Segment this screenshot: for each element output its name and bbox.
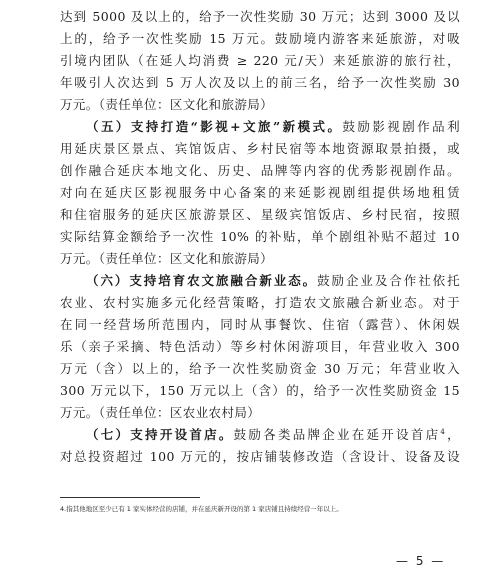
paragraph-line: 乐（亲子采摘、特色活动）等乡村休闲游项目，年营业收入 300 — [60, 339, 460, 354]
paragraph-line: 万元。（责任单位：区文化和旅游局） — [60, 251, 274, 266]
paragraph-line: 引境内团队（在延人均消费 ≥ 220 元/天）来延旅游的旅行社， — [60, 53, 460, 68]
paragraph-line: 万元（含）以上的，给予一次性奖励资金 30 万元；年营业收入 — [60, 361, 460, 376]
paragraph-line: 在同一经营场所范围内，同时从事餐饮、住宿（露营）、休闲娱 — [60, 317, 460, 332]
paragraph-line: 对总投资超过 100 万元的，按店铺装修改造（含设计、设备及设 — [60, 449, 460, 464]
section-heading-line — [60, 116, 460, 138]
page-number: — 5 — — [396, 554, 446, 568]
body-text — [60, 6, 460, 468]
section-text: 鼓励各类品牌企业在延开设首店 — [233, 427, 441, 442]
section-text: 鼓励企业及合作社依托 — [317, 273, 460, 288]
paragraph-line: 农业、农村实施多元化经营策略，打造农文旅融合新业态。对于 — [60, 295, 460, 310]
section-heading: （五）支持打造“影视+文旅”新模式。 — [86, 119, 343, 134]
paragraph-line: 实际结算金额给予一次性 10% 的补贴，单个剧组补贴不超过 10 — [60, 229, 460, 244]
footnote: 4.指其他地区至少已有 1 家实体经营的店铺，并在延庆新开设的第 1 家店铺且持续经营一年以上。 — [60, 505, 343, 513]
footnote-divider — [60, 497, 200, 498]
paragraph-line: 用延庆景区景点、宾馆饭店、乡村民宿等本地资源取景拍摄，或 — [60, 141, 460, 156]
paragraph-line: 300 万元以下，150 万元以上（含）的，给予一次性奖励资金 15 — [60, 383, 460, 398]
paragraph-line: 上的，给予一次性奖励 15 万元。鼓励境内游客来延旅游，对吸 — [60, 31, 460, 46]
paragraph-line: 万元。（责任单位：区农业农村局） — [60, 405, 261, 420]
section-heading-line — [60, 270, 460, 292]
paragraph-line: 对向在延庆区影视服务中心备案的来延影视剧组提供场地租赁 — [60, 185, 460, 200]
paragraph-line: 达到 5000 及以上的，给予一次性奖励 30 万元；达到 3000 及以 — [60, 9, 460, 24]
paragraph-line: 年吸引人次达到 5 万人次及以上的前三名，给予一次性奖励 30 — [60, 75, 460, 90]
paragraph-line: 万元。（责任单位：区文化和旅游局） — [60, 97, 274, 112]
section-heading: （六）支持培育农文旅融合新业态。 — [86, 273, 318, 288]
paragraph-line: 创作融合延庆本地文化、历史、品牌等内容的优秀影视剧作品。 — [60, 163, 460, 178]
section-heading: （七）支持开设首店。 — [86, 427, 234, 442]
paragraph-line: 和住宿服务的延庆区旅游景区、星级宾馆饭店、乡村民宿，按照 — [60, 207, 460, 222]
section-text: ， — [445, 427, 460, 442]
section-text: 鼓励影视剧作品利 — [342, 119, 460, 134]
footnote-marker: 4 — [440, 427, 446, 436]
section-heading-line — [60, 424, 460, 446]
